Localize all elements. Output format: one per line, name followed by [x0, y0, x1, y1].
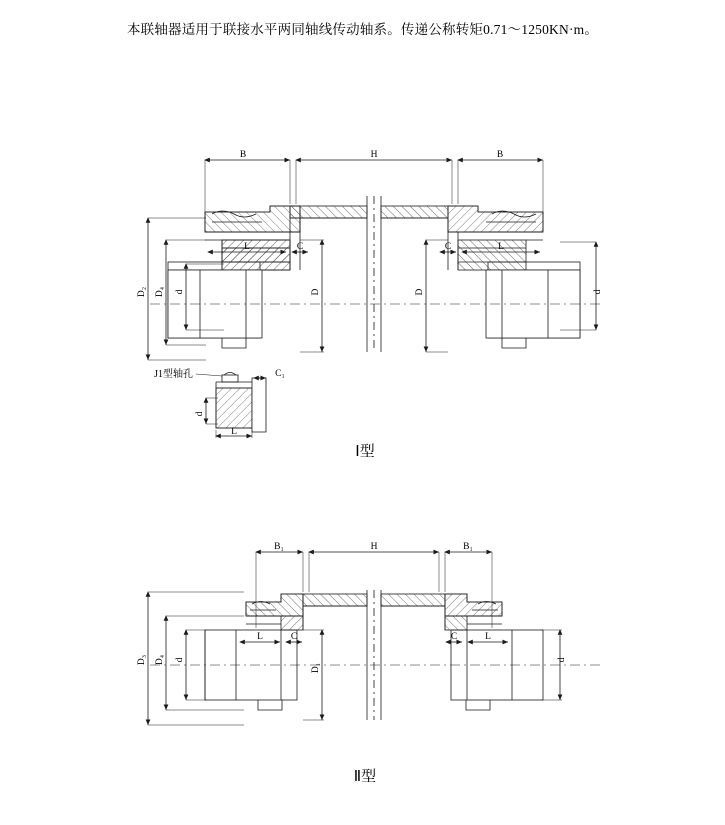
- dim-d2: D₂: [137, 286, 147, 298]
- dim-b1-right: B₁: [463, 542, 473, 552]
- dim-b1-left: B₁: [274, 542, 284, 552]
- dim-d4: D₄: [155, 286, 165, 298]
- dim-b-left: B: [239, 150, 247, 160]
- dim-d-inner-left: D: [311, 288, 321, 296]
- page-caption: 本联轴器适用于联接水平两同轴线传动轴系。传递公称转矩0.71～1250KN·m。: [126, 22, 599, 37]
- dim-h-2: H: [370, 542, 378, 552]
- dim-l-left: L: [244, 242, 250, 252]
- dim-l-right: L: [498, 242, 504, 252]
- dim-c-left: C: [296, 242, 304, 252]
- dim-l-left-2: L: [257, 632, 263, 642]
- dim-d-left-2: d: [175, 657, 185, 663]
- dim-d3: D₃: [137, 654, 147, 666]
- dim-d4-2: D₄: [155, 654, 165, 666]
- dim-c-right-2: C: [450, 632, 458, 642]
- figure-2-label: Ⅱ型: [353, 769, 377, 785]
- dim-b-right: B: [496, 150, 504, 160]
- detail-dim-l: L: [231, 427, 237, 437]
- dim-d-left: d: [175, 289, 185, 295]
- dim-d1: D₁: [311, 662, 321, 674]
- j1-bore-note: J1型轴孔: [154, 369, 193, 380]
- dim-d-right-2: d: [557, 657, 567, 663]
- detail-dim-c1: C₁: [275, 369, 285, 379]
- dim-l-right-2: L: [485, 632, 491, 642]
- dim-c-left-2: C: [290, 632, 298, 642]
- dim-c-right: C: [444, 242, 452, 252]
- figure-2-drawing: [0, 520, 725, 820]
- detail-dim-d: d: [195, 411, 205, 417]
- dim-d-right: d: [593, 289, 603, 295]
- dim-d-inner-right: D: [415, 288, 425, 296]
- dim-h: H: [370, 150, 378, 160]
- figure-1-label: Ⅰ型: [355, 444, 375, 460]
